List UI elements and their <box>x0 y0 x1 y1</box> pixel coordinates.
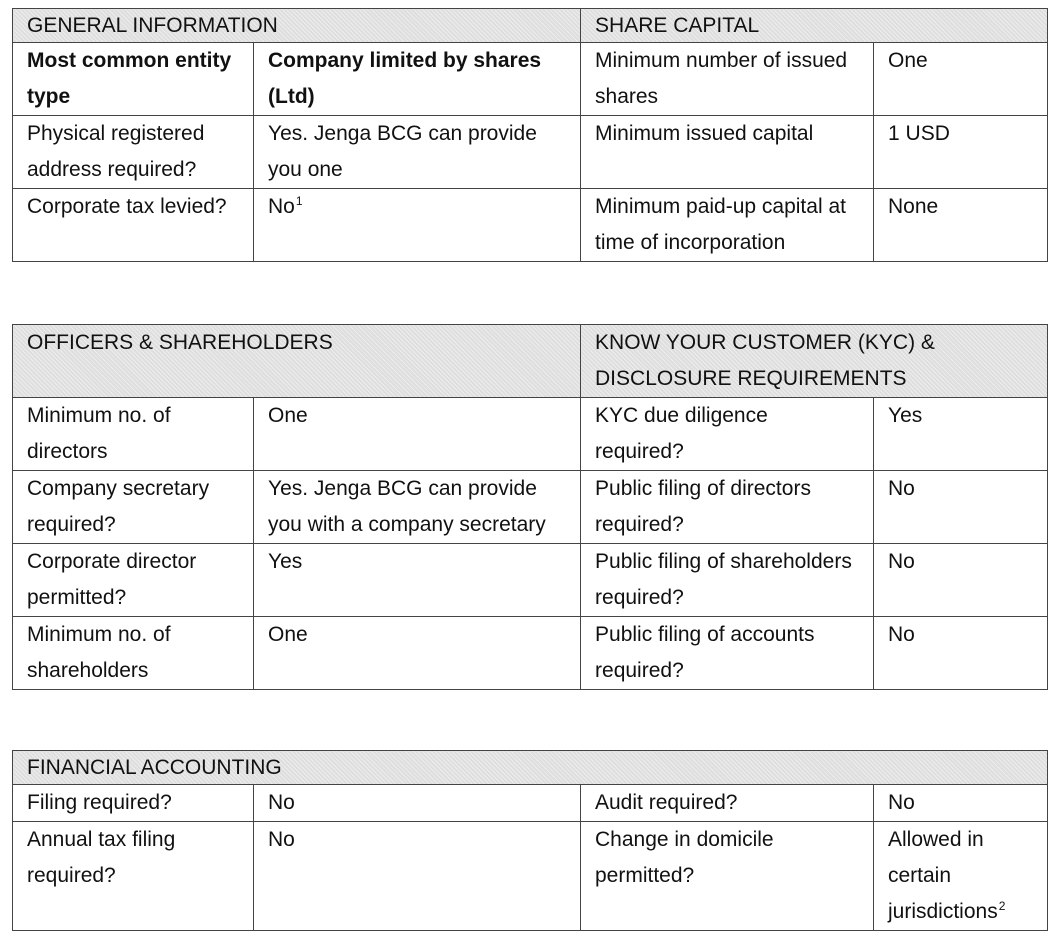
audit-required-label: Audit required? <box>581 785 874 822</box>
min-directors-label: Minimum no. of directors <box>13 398 254 471</box>
table-row <box>13 43 1048 116</box>
financial-accounting-table <box>12 750 1048 931</box>
entity-type-value: Company limited by shares (Ltd) <box>254 43 581 116</box>
financial-accounting-header: FINANCIAL ACCOUNTING <box>13 751 1048 785</box>
corporate-director-value: Yes <box>254 544 581 617</box>
public-filing-shareholders-label: Public filing of shareholders required? <box>581 544 874 617</box>
table-row <box>13 617 1048 690</box>
table-row <box>13 116 1048 189</box>
audit-required-value: No <box>874 785 1048 822</box>
min-issued-capital-label: Minimum issued capital <box>581 116 874 189</box>
table-row <box>13 471 1048 544</box>
filing-required-label: Filing required? <box>13 785 254 822</box>
registered-address-label: Physical registered address required? <box>13 116 254 189</box>
min-issued-shares-value: One <box>874 43 1048 116</box>
public-filing-directors-value: No <box>874 471 1048 544</box>
footnote-marker: 1 <box>295 194 303 208</box>
corporate-tax-label: Corporate tax levied? <box>13 189 254 262</box>
officers-shareholders-header: OFFICERS & SHAREHOLDERS <box>13 325 581 398</box>
table-row <box>13 189 1048 262</box>
change-domicile-value: Allowed in certain jurisdictions$^2$ <box>874 822 1048 931</box>
public-filing-shareholders-value: No <box>874 544 1048 617</box>
min-shareholders-label: Minimum no. of shareholders <box>13 617 254 690</box>
min-shareholders-value: One <box>254 617 581 690</box>
public-filing-accounts-label: Public filing of accounts required? <box>581 617 874 690</box>
kyc-header: KNOW YOUR CUSTOMER (KYC) & DISCLOSURE REQUIREMENTS <box>581 325 1048 398</box>
general-share-table <box>12 8 1048 262</box>
registered-address-value: Yes. Jenga BCG can provide you one <box>254 116 581 189</box>
min-paid-up-capital-value: None <box>874 189 1048 262</box>
public-filing-accounts-value: No <box>874 617 1048 690</box>
corporate-director-label: Corporate director permitted? <box>13 544 254 617</box>
table-row <box>13 544 1048 617</box>
table-row <box>13 785 1048 822</box>
kyc-due-diligence-label: KYC due diligence required? <box>581 398 874 471</box>
officers-kyc-table <box>12 324 1048 690</box>
change-domicile-label: Change in domicile permitted? <box>581 822 874 931</box>
table-row <box>13 822 1048 931</box>
corporate-tax-value: No$^1$ <box>254 189 581 262</box>
public-filing-directors-label: Public filing of directors required? <box>581 471 874 544</box>
company-secretary-label: Company secretary required? <box>13 471 254 544</box>
min-issued-shares-label: Minimum number of issued shares <box>581 43 874 116</box>
annual-tax-filing-value: No <box>254 822 581 931</box>
footnote-marker: 2 <box>998 899 1006 913</box>
entity-type-label: Most common entity type <box>13 43 254 116</box>
table-row <box>13 398 1048 471</box>
kyc-due-diligence-value: Yes <box>874 398 1048 471</box>
annual-tax-filing-label: Annual tax filing required? <box>13 822 254 931</box>
general-information-header: GENERAL INFORMATION <box>13 9 581 43</box>
min-issued-capital-value: 1 USD <box>874 116 1048 189</box>
min-paid-up-capital-label: Minimum paid-up capital at time of incorporation <box>581 189 874 262</box>
share-capital-header: SHARE CAPITAL <box>581 9 1048 43</box>
min-directors-value: One <box>254 398 581 471</box>
company-secretary-value: Yes. Jenga BCG can provide you with a company secretary <box>254 471 581 544</box>
filing-required-value: No <box>254 785 581 822</box>
